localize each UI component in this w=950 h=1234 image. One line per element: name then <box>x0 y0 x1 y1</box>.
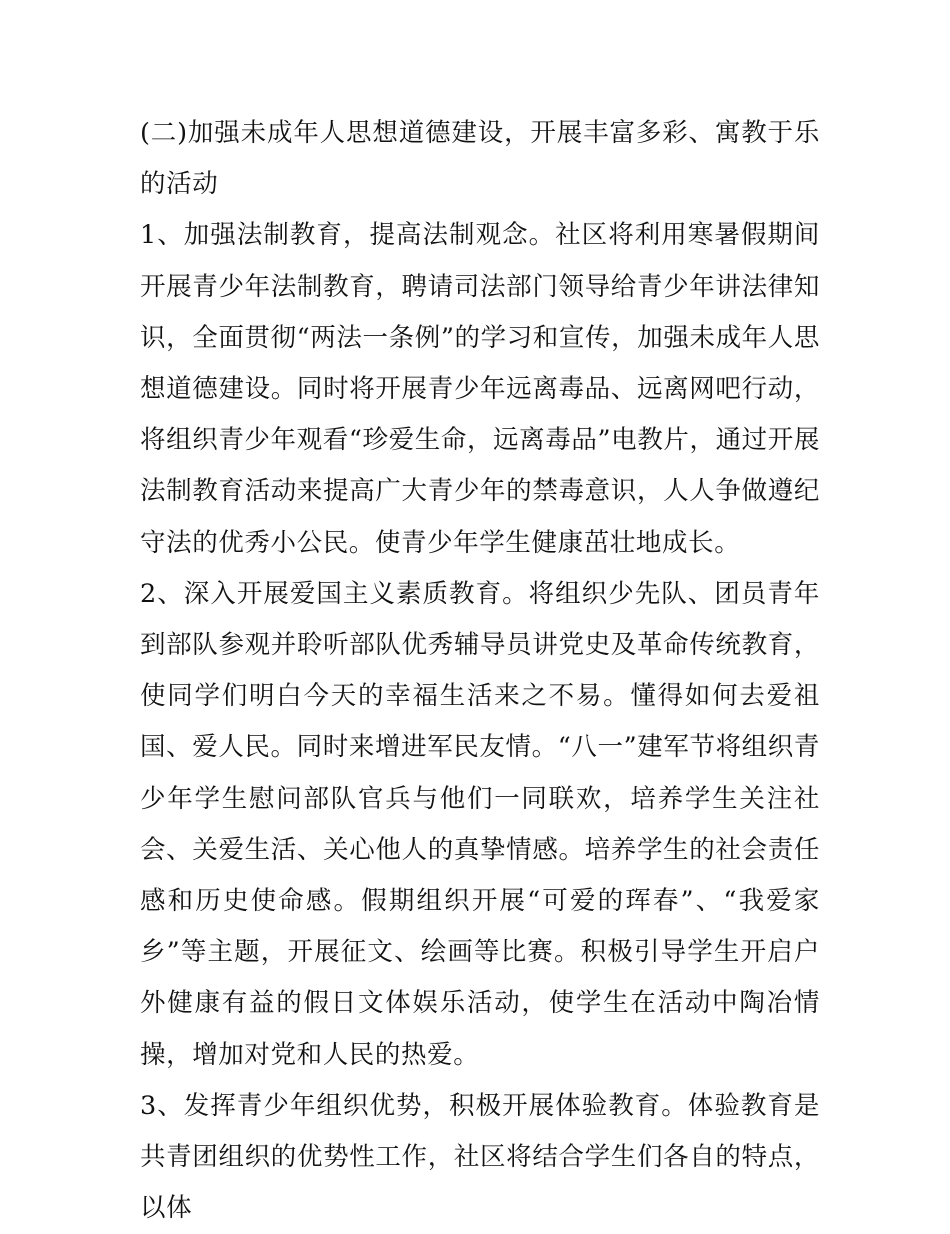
section-heading: (二)加强未成年人思想道德建设，开展丰富多彩、寓教于乐的活动 <box>140 118 820 200</box>
paragraph-experiential-education: 3、发挥青少年组织优势，积极开展体验教育。体验教育是共青团组织的优势性工作，社区将结合学生们各自的特点，以体 <box>140 1090 820 1224</box>
document-body <box>140 108 820 1234</box>
paragraph-patriotic-education: 2、深入开展爱国主义素质教育。将组织少先队、团员青年到部队参观并聆听部队优秀辅导员讲党史及革命传统教育，使同学们明白今天的幸福生活来之不易。懂得如何去爱祖国、爱人民。同时来增进军民友情。“八一”建军节将组织青少年学生慰问部队官兵与他们一同联欢，培养学生关注社会、关爱生活、关心他人的真挚情感。培养学生的社会责任感和历史使命感。假期组织开展“可爱的珲春”、“我爱家乡”等主题，开展征文、绘画等比赛。积极引导学生开启户外健康有益的假日文体娱乐活动，使学生在活动中陶冶情操，增加对党和人民的热爱。 <box>140 578 820 1070</box>
paragraph-legal-education: 1、加强法制教育，提高法制观念。社区将利用寒暑假期间开展青少年法制教育，聘请司法部门领导给青少年讲法律知识，全面贯彻“两法一条例”的学习和宣传，加强未成年人思想道德建设。同时将开展青少年远离毒品、远离网吧行动，将组织青少年观看“珍爱生命，远离毒品”电教片，通过开展法制教育活动来提高广大青少年的禁毒意识，人人争做遵纪守法的优秀小公民。使青少年学生健康茁壮地成长。 <box>140 220 820 558</box>
